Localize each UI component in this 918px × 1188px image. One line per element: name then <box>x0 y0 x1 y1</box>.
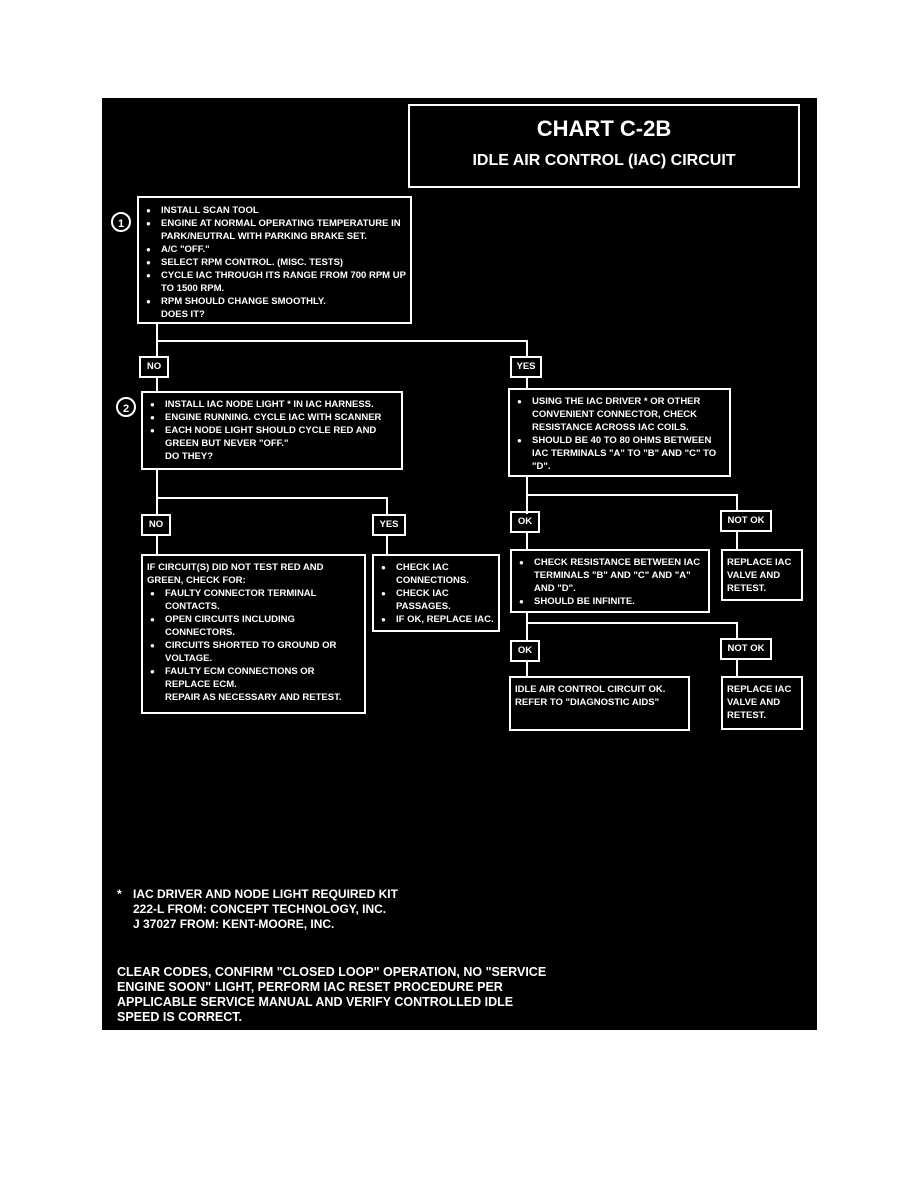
label-ok: OK <box>510 511 540 533</box>
replace-iac-box-1 <box>721 549 803 601</box>
step-1-item: ● INSTALL SCAN TOOL <box>143 204 406 217</box>
footnote <box>117 887 398 932</box>
connector-line <box>736 622 738 638</box>
circuit-check-box <box>141 554 366 714</box>
step-2-item: ● ENGINE RUNNING. CYCLE IAC WITH SCANNER <box>147 411 397 424</box>
check-iac-item: ● IF OK, REPLACE IAC. <box>378 613 494 626</box>
footnote-line: IAC DRIVER AND NODE LIGHT REQUIRED KIT <box>133 887 398 901</box>
connector-line <box>156 497 388 499</box>
connector-line <box>386 497 388 514</box>
replace-iac-text: REPLACE IAC VALVE AND RETEST. <box>727 557 792 594</box>
connector-line <box>526 622 738 624</box>
connector-line <box>156 377 158 392</box>
label-ok: OK <box>510 640 540 662</box>
connector-line <box>386 536 388 554</box>
resistance-item: ● USING THE IAC DRIVER * OR OTHER CONVENIENT CONNECTOR, CHECK RESISTANCE ACROSS IAC COILS. <box>514 395 725 434</box>
footnote-line: 222-L FROM: CONCEPT TECHNOLOGY, INC. <box>133 902 387 916</box>
step-2-question: DO THEY? <box>165 451 214 462</box>
step-2-marker: 2 <box>116 397 136 417</box>
circuit-check-item: ● FAULTY ECM CONNECTIONS OR REPLACE ECM. <box>147 665 360 691</box>
resistance-item: ● SHOULD BE 40 TO 80 OHMS BETWEEN IAC TERMINALS "A" TO "B" AND "C" TO "D". <box>514 434 725 473</box>
step-2-box <box>141 391 403 470</box>
connector-line <box>156 497 158 514</box>
circuit-ok-text: IDLE AIR CONTROL CIRCUIT OK. REFER TO "DIAGNOSTIC AIDS" <box>515 684 666 708</box>
infinite-item: ● SHOULD BE INFINITE. <box>516 595 704 608</box>
connector-line <box>526 340 528 356</box>
footnote-line: J 37027 FROM: KENT-MOORE, INC. <box>133 917 335 931</box>
circuit-check-item: ● FAULTY CONNECTOR TERMINAL CONTACTS. <box>147 587 360 613</box>
step-1-item: ● CYCLE IAC THROUGH ITS RANGE FROM 700 RPM UP TO 1500 RPM. <box>143 269 406 295</box>
replace-iac-box-2 <box>721 676 803 730</box>
step-2-item: ● EACH NODE LIGHT SHOULD CYCLE RED AND GREEN BUT NEVER "OFF." <box>147 424 397 450</box>
label-yes: YES <box>372 514 406 536</box>
connector-line <box>156 536 158 554</box>
label-no: NO <box>139 356 169 378</box>
infinite-item: ● CHECK RESISTANCE BETWEEN IAC TERMINALS "B" AND "C" AND "A" AND "D". <box>516 556 704 595</box>
connector-line <box>526 494 738 496</box>
connector-line <box>156 340 528 342</box>
label-yes: YES <box>510 356 542 378</box>
connector-line <box>156 469 158 499</box>
step-1-question: DOES IT? <box>161 309 205 320</box>
footnote-star: * <box>117 887 122 901</box>
circuit-check-item: ● OPEN CIRCUITS INCLUDING CONNECTORS. <box>147 613 360 639</box>
final-note: CLEAR CODES, CONFIRM "CLOSED LOOP" OPERATION, NO "SERVICE ENGINE SOON" LIGHT, PERFORM IAC RESET PROCEDURE PER APPLICABLE SERVICE MANUAL AND VERIFY CONTROLLED IDLE SPEED IS CORRECT. <box>117 965 547 1024</box>
replace-iac-text: REPLACE IAC VALVE AND RETEST. <box>727 684 792 721</box>
chart-title: CHART C-2B <box>536 116 672 141</box>
chart-subtitle: IDLE AIR CONTROL (IAC) CIRCUIT <box>472 152 736 169</box>
infinite-check-box <box>510 549 710 613</box>
step-1-item: ● ENGINE AT NORMAL OPERATING TEMPERATURE IN PARK/NEUTRAL WITH PARKING BRAKE SET. <box>143 217 406 243</box>
connector-line <box>526 612 528 640</box>
connector-line <box>736 494 738 511</box>
check-iac-item: ● CHECK IAC PASSAGES. <box>378 587 494 613</box>
circuit-check-item: ● CIRCUITS SHORTED TO GROUND OR VOLTAGE. <box>147 639 360 665</box>
circuit-check-intro: IF CIRCUIT(S) DID NOT TEST RED AND GREEN, CHECK FOR: <box>147 562 324 586</box>
label-not-ok: NOT OK <box>720 510 772 532</box>
label-not-ok: NOT OK <box>720 638 772 660</box>
resistance-check-box <box>508 388 731 477</box>
step-2-item: ● INSTALL IAC NODE LIGHT * IN IAC HARNESS. <box>147 398 397 411</box>
step-1-box <box>137 196 412 324</box>
step-1-item: ● SELECT RPM CONTROL. (MISC. TESTS) <box>143 256 406 269</box>
circuit-ok-box <box>509 676 690 731</box>
circuit-check-closing: REPAIR AS NECESSARY AND RETEST. <box>165 692 342 703</box>
step-1-item: ● RPM SHOULD CHANGE SMOOTHLY. <box>143 295 406 308</box>
label-no: NO <box>141 514 171 536</box>
step-1-item: ● A/C "OFF." <box>143 243 406 256</box>
title-box <box>408 104 800 188</box>
connector-line <box>736 660 738 676</box>
connector-line <box>736 532 738 549</box>
connector-line <box>156 340 158 356</box>
step-1-marker: 1 <box>111 212 131 232</box>
connector-line <box>156 323 158 341</box>
connector-line <box>526 533 528 549</box>
check-iac-box <box>372 554 500 632</box>
check-iac-item: ● CHECK IAC CONNECTIONS. <box>378 561 494 587</box>
